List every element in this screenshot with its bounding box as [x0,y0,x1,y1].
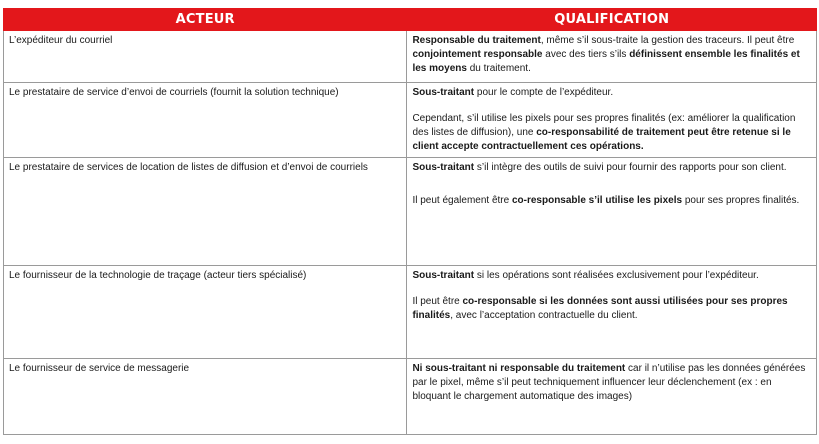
qualification-cell: Responsable du traitement, même s’il sous-traite la gestion des traceurs. Il peut être conjointement responsable avec des tiers s’ils définissent ensemble les finalités et les moyens du traitement. [407,31,817,83]
actor-cell: Le prestataire de service d’envoi de courriels (fournit la solution technique) [4,83,407,158]
qualification-cell: Sous-traitant s’il intègre des outils de suivi pour fournir des rapports pour son client. Il peut également être co-responsable s’il utilise les pixels pour ses propres finalités. [407,158,817,266]
actor-qualification-table [3,8,817,435]
header-row [4,9,817,31]
actor-cell: Le prestataire de services de location de listes de diffusion et d’envoi de courriels [4,158,407,266]
table-row [4,158,817,266]
table-row [4,266,817,359]
qualification-cell: Sous-traitant pour le compte de l’expéditeur. Cependant, s’il utilise les pixels pour ses propres finalités (ex: améliorer la qualification des listes de diffusion), une co-responsabilité de traitement peut être retenue si le client accepte contractuellement ces opérations. [407,83,817,158]
table-row [4,31,817,83]
table-row [4,359,817,435]
actor-cell: Le fournisseur de service de messagerie [4,359,407,435]
actor-cell: Le fournisseur de la technologie de traçage (acteur tiers spécialisé) [4,266,407,359]
header-qualification: QUALIFICATION [407,9,817,31]
header-actor: ACTEUR [4,9,407,31]
qualification-cell: Ni sous-traitant ni responsable du traitement car il n’utilise pas les données générées par le pixel, même s’il peut techniquement influencer leur déclenchement (ex : en bloquant le chargement automatique des images) [407,359,817,435]
table-row [4,83,817,158]
actor-cell: L’expéditeur du courriel [4,31,407,83]
qualification-cell: Sous-traitant si les opérations sont réalisées exclusivement pour l’expéditeur. Il peut être co-responsable si les données sont aussi utilisées pour ses propres finalités, avec l’acceptation contractuelle du client. [407,266,817,359]
